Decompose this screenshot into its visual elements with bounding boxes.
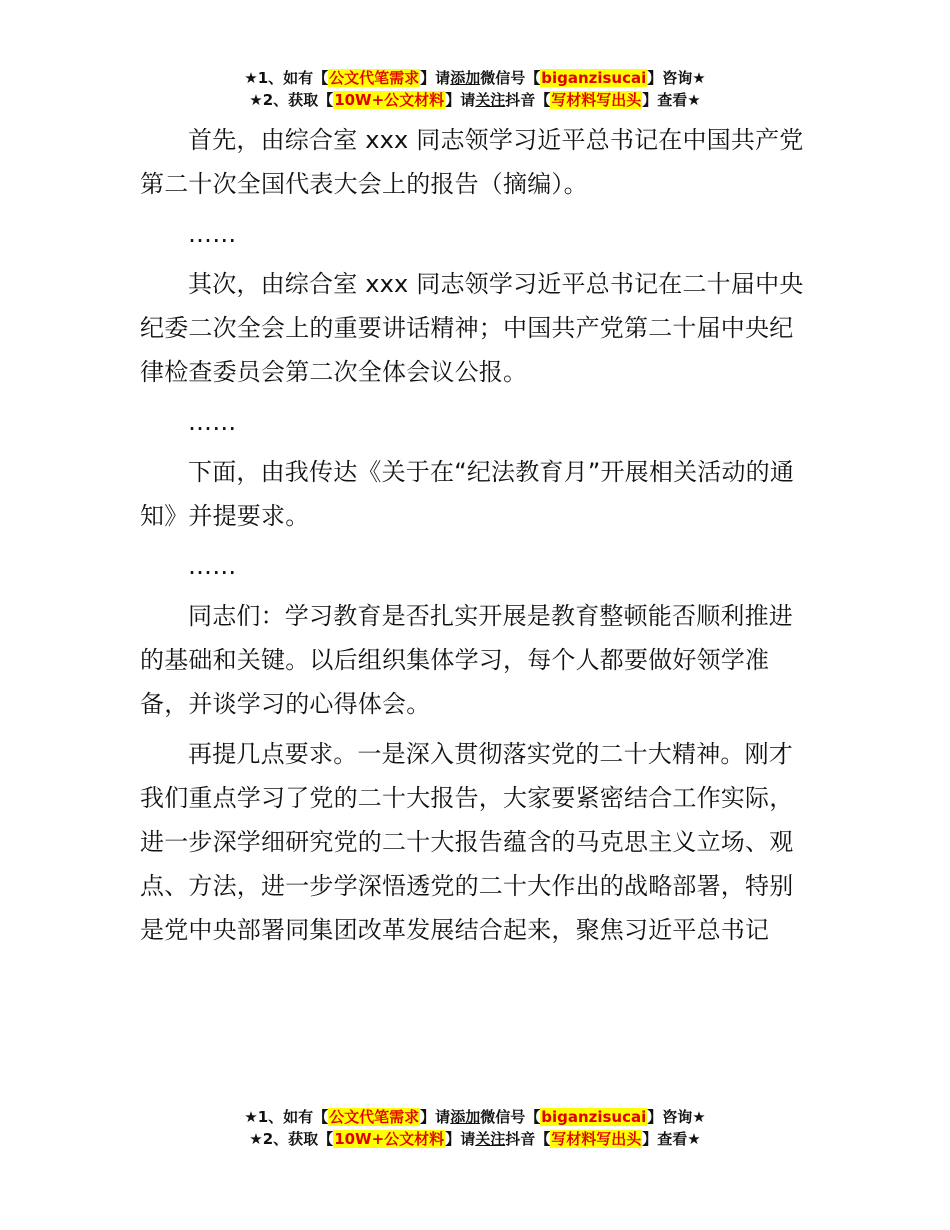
banner-text: 】咨询★ xyxy=(647,1108,706,1126)
banner-text: 抖音【 xyxy=(505,91,551,109)
underlined-add: 添加 xyxy=(450,1108,481,1126)
banner-text: 】请 xyxy=(445,91,476,109)
highlight-wechat-id: biganzisucai xyxy=(541,69,647,87)
paragraph: 下面，由我传达《关于在“纪法教育月”开展相关活动的通知》并提要求。 xyxy=(140,458,795,530)
banner-line-1 xyxy=(0,1106,950,1128)
banner-text: ★1、如有【 xyxy=(244,1108,329,1126)
banner-text: 】查看★ xyxy=(642,1130,701,1148)
underlined-add: 添加 xyxy=(450,69,481,87)
highlight-douyin-account: 写材料写出头 xyxy=(551,1130,642,1148)
ellipsis: …… xyxy=(188,552,237,580)
underlined-follow: 关注 xyxy=(475,1130,506,1148)
highlight-service: 公文代笔需求 xyxy=(329,1108,420,1126)
banner-text: 微信号【 xyxy=(480,69,541,87)
document-body xyxy=(140,118,812,958)
header-banner xyxy=(0,67,950,111)
ellipsis: …… xyxy=(188,220,237,248)
paragraph: 其次，由综合室 xxx 同志领学习近平总书记在二十届中央纪委二次全会上的重要讲话精神；中国共产党第二十届中央纪律检查委员会第二次全体会议公报。 xyxy=(140,270,804,386)
highlight-materials: 10W+公文材料 xyxy=(334,1130,445,1148)
banner-text: 】请 xyxy=(420,1108,451,1126)
underlined-follow: 关注 xyxy=(475,91,506,109)
banner-text: ★2、获取【 xyxy=(249,91,334,109)
highlight-douyin-account: 写材料写出头 xyxy=(551,91,642,109)
footer-banner xyxy=(0,1106,950,1150)
banner-line-1 xyxy=(0,67,950,89)
banner-line-2 xyxy=(0,89,950,111)
banner-text: 微信号【 xyxy=(480,1108,541,1126)
highlight-service: 公文代笔需求 xyxy=(329,69,420,87)
banner-text: 】请 xyxy=(445,1130,476,1148)
ellipsis: …… xyxy=(188,408,237,436)
banner-text: 抖音【 xyxy=(505,1130,551,1148)
paragraph: 再提几点要求。一是深入贯彻落实党的二十大精神。刚才我们重点学习了党的二十大报告，大家要紧密结合工作实际，进一步深学细研究党的二十大报告蕴含的马克思主义立场、观点、方法，进一步学深悟透党的二十大作出的战略部署，特别是党中央部署同集团改革发展结合起来，聚焦习近平总书记 xyxy=(140,740,794,944)
banner-line-2 xyxy=(0,1128,950,1150)
highlight-materials: 10W+公文材料 xyxy=(334,91,445,109)
banner-text: 】咨询★ xyxy=(647,69,706,87)
paragraph: 同志们：学习教育是否扎实开展是教育整顿能否顺利推进的基础和关键。以后组织集体学习，每个人都要做好领学准备，并谈学习的心得体会。 xyxy=(140,602,793,718)
banner-text: 】查看★ xyxy=(642,91,701,109)
paragraph: 首先，由综合室 xxx 同志领学习近平总书记在中国共产党第二十次全国代表大会上的报告（摘编）。 xyxy=(140,126,804,198)
banner-text: 】请 xyxy=(420,69,451,87)
banner-text: ★2、获取【 xyxy=(249,1130,334,1148)
banner-text: ★1、如有【 xyxy=(244,69,329,87)
highlight-wechat-id: biganzisucai xyxy=(541,1108,647,1126)
